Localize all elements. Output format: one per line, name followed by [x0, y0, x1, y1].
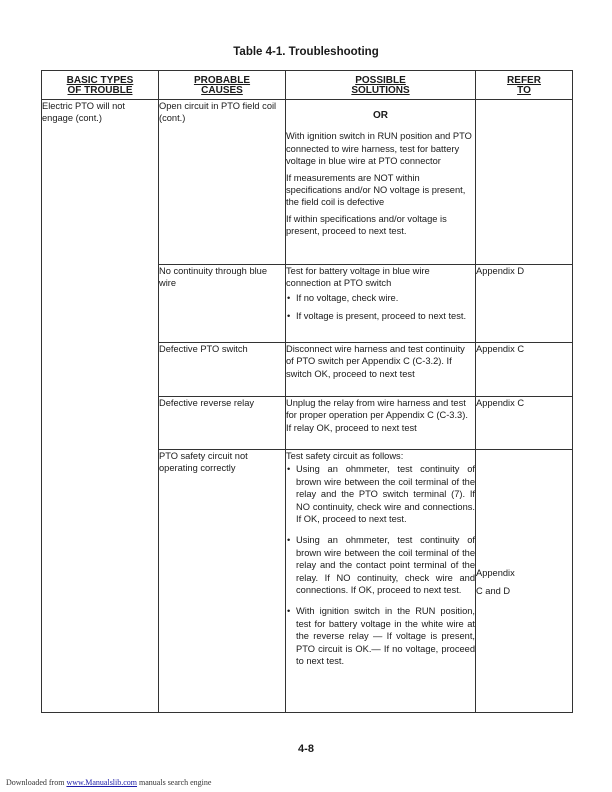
- cause-cell: [159, 265, 286, 343]
- cause-cell: [159, 397, 286, 450]
- refer-text: Appendix D: [476, 266, 525, 276]
- bullet-item: • With ignition switch in the RUN position, test for battery voltage in the white wire at the reverse relay — If voltage is present, PTO circuit is OK.— If no voltage, proceed to next test.: [286, 605, 475, 667]
- refer-text-line2: C and D: [476, 586, 511, 597]
- cause-cell: [159, 450, 286, 713]
- header-probable-causes-line1: PROBABLE: [193, 75, 251, 86]
- cause-text: No continuity through blue wire: [159, 266, 268, 289]
- header-basic-types-line1: BASIC TYPES: [66, 75, 134, 86]
- header-possible-solutions-line2: SOLUTIONS: [351, 84, 410, 96]
- cause-text: PTO safety circuit not operating correctly: [159, 451, 248, 474]
- cause-text: Open circuit in PTO field coil (cont.): [159, 101, 277, 124]
- table-title: Table 4-1. Troubleshooting: [233, 46, 379, 58]
- footer-suffix: manuals search engine: [139, 778, 212, 787]
- solution-cell: [286, 100, 476, 265]
- bullet-item: • If voltage is present, proceed to next test.: [286, 310, 475, 322]
- cause-cell: [159, 343, 286, 397]
- trouble-text: Electric PTO will not engage (cont.): [42, 101, 126, 124]
- solution-paragraph: If measurements are NOT within specifications and/or NO voltage is present, the field coil is defective: [286, 172, 466, 208]
- solution-text: Disconnect wire harness and test continuity of PTO switch per Appendix C (C-3.2). If switch OK, proceed to next test: [286, 344, 465, 379]
- header-possible-solutions-line1: POSSIBLE: [355, 75, 406, 86]
- footer-link[interactable]: www.Manualslib.com: [66, 778, 138, 787]
- refer-cell: [476, 343, 573, 397]
- refer-cell: [476, 265, 573, 343]
- header-probable-causes: [159, 71, 286, 100]
- header-row: [42, 71, 573, 100]
- header-probable-causes-line2: CAUSES: [201, 84, 243, 96]
- refer-cell: [476, 450, 573, 713]
- refer-text-line1: Appendix: [476, 568, 515, 578]
- solution-text: Unplug the relay from wire harness and test for proper operation per Appendix C (C-3.3). If relay OK, proceed to next test: [286, 398, 468, 433]
- bullet-item: • If no voltage, check wire.: [286, 292, 475, 304]
- solution-bullets: [286, 463, 475, 667]
- footer-prefix: Downloaded from: [6, 778, 65, 787]
- solution-cell: [286, 343, 476, 397]
- header-refer-to-line2: TO: [517, 84, 531, 96]
- cause-text: Defective PTO switch: [159, 344, 248, 354]
- solution-paragraph: With ignition switch in RUN position and PTO connected to wire harness, test for battery voltage in blue wire at PTO connector: [286, 131, 472, 167]
- cause-cell: [159, 100, 286, 265]
- solution-intro: Test for battery voltage in blue wire connection at PTO switch: [286, 266, 430, 289]
- header-refer-to: [476, 71, 573, 100]
- or-label: OR: [373, 110, 388, 121]
- solution-cell: [286, 265, 476, 343]
- page-number: 4-8: [298, 743, 314, 755]
- refer-cell: [476, 100, 573, 265]
- solution-intro: Test safety circuit as follows:: [286, 451, 404, 461]
- table-row: [42, 100, 573, 265]
- header-basic-types-line2: OF TROUBLE: [67, 84, 133, 96]
- solution-cell: [286, 397, 476, 450]
- refer-text: Appendix C: [476, 344, 525, 354]
- header-basic-types: [42, 71, 159, 100]
- refer-cell: [476, 397, 573, 450]
- header-possible-solutions: [286, 71, 476, 100]
- troubleshooting-table: [41, 70, 573, 713]
- download-footer: [6, 778, 211, 787]
- cause-text: Defective reverse relay: [159, 398, 255, 408]
- solution-cell: [286, 450, 476, 713]
- solution-paragraph: If within specifications and/or voltage is present, proceed to next test.: [286, 213, 447, 237]
- bullet-item: • Using an ohmmeter, test continuity of brown wire between the coil terminal of the relay and the contact point terminal of the relay. If NO continuity, check wire and connections. If OK, proceed to next test.: [286, 534, 475, 596]
- trouble-cell: [42, 100, 159, 713]
- solution-bullets: [286, 292, 475, 323]
- refer-text: Appendix C: [476, 398, 525, 408]
- bullet-item: • Using an ohmmeter, test continuity of brown wire between the coil terminal of the relay and the PTO switch terminal (7). If NO continuity, check wire and connections. If OK, proceed to next test.: [286, 463, 475, 525]
- header-refer-to-line1: REFER: [507, 75, 541, 86]
